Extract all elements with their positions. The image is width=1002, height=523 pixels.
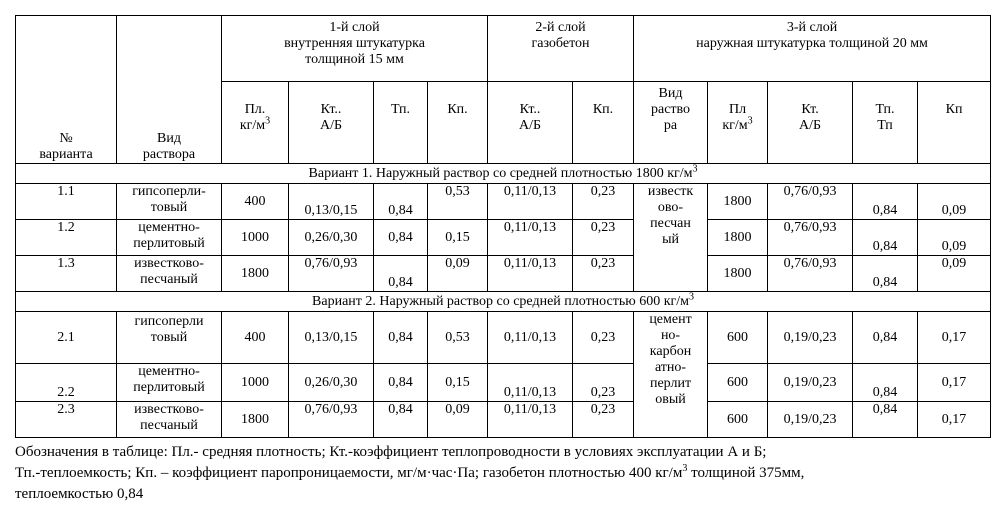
row-permeability-2: 0,23 <box>573 256 634 292</box>
row-mortar-kind-3-v1: известк ово- песчан ый <box>634 184 708 292</box>
row-heat-capacity-1: 0,84 <box>374 220 428 256</box>
header-density-3: Пл $кг/м^3$ <box>708 82 768 164</box>
variant-1-title: Вариант 1. Наружный раствор со средней плотностью 1800 $кг/м^3$ <box>16 164 991 184</box>
row-conductivity-1: 0,26/0,30 <box>289 364 374 402</box>
row-conductivity-1: 0,26/0,30 <box>289 220 374 256</box>
header-permeability-3: Кп <box>918 82 991 164</box>
row-permeability-3: 0,17 <box>918 312 991 364</box>
table-row <box>16 402 991 438</box>
row-heat-capacity-1: 0,84 <box>374 364 428 402</box>
row-conductivity-3: 0,76/0,93 <box>768 256 853 292</box>
row-permeability-3: 0,09 <box>918 220 991 256</box>
row-conductivity-1: 0,76/0,93 <box>289 256 374 292</box>
legend-line-2: Тп.-теплоемкость; Кп. – коэффициент паропроницаемости, мг/м·час·Па; газобетон плотностью 400 $кг/м^3$ толщиной 375мм, <box>15 463 805 481</box>
row-number: 2.1 <box>16 312 117 364</box>
row-heat-capacity-3: 0,84 <box>853 364 918 402</box>
variant-2-title: Вариант 2. Наружный раствор со средней плотностью 600 $кг/м^3$ <box>16 292 991 312</box>
row-heat-capacity-3: 0,84 <box>853 402 918 438</box>
row-permeability-1: 0,15 <box>428 364 488 402</box>
row-density-3: 600 <box>708 364 768 402</box>
row-heat-capacity-3: 0,84 <box>853 312 918 364</box>
header-conductivity-3: Кт. А/Б <box>768 82 853 164</box>
row-density-1: 1000 <box>222 364 289 402</box>
row-conductivity-2: 0,11/0,13 <box>488 184 573 220</box>
row-density-1: 400 <box>222 312 289 364</box>
row-permeability-3: 0,09 <box>918 184 991 220</box>
row-mortar-kind: гипсоперли- товый <box>117 184 222 220</box>
row-conductivity-2: 0,11/0,13 <box>488 220 573 256</box>
header-row-groups <box>16 16 991 82</box>
row-permeability-2: 0,23 <box>573 220 634 256</box>
row-conductivity-1: 0,13/0,15 <box>289 312 374 364</box>
row-permeability-1: 0,09 <box>428 402 488 438</box>
row-mortar-kind-3-v2: цемент но- карбон атно- перлит овый <box>634 312 708 438</box>
row-density-1: 1800 <box>222 256 289 292</box>
row-density-3: 600 <box>708 312 768 364</box>
row-heat-capacity-3: 0,84 <box>853 256 918 292</box>
row-conductivity-2: 0,11/0,13 <box>488 312 573 364</box>
row-conductivity-3: 0,19/0,23 <box>768 312 853 364</box>
row-conductivity-2: 0,11/0,13 <box>488 402 573 438</box>
header-layer-2: 2-й слой газобетон <box>488 16 634 82</box>
row-permeability-2: 0,23 <box>573 364 634 402</box>
header-mortar-kind: Вид раствора <box>117 16 222 164</box>
legend-line-1: Обозначения в таблице: Пл.- средняя плотность; Кт.-коэффициент теплопроводности в условиях эксплуатации А и Б; <box>15 444 767 460</box>
row-permeability-2: 0,23 <box>573 402 634 438</box>
row-heat-capacity-1: 0,84 <box>374 312 428 364</box>
row-mortar-kind: цементно- перлитовый <box>117 364 222 402</box>
row-conductivity-3: 0,76/0,93 <box>768 184 853 220</box>
header-mortar-kind-3: Вид раство ра <box>634 82 708 164</box>
row-density-3: 1800 <box>708 256 768 292</box>
row-density-3: 1800 <box>708 184 768 220</box>
table-row <box>16 312 991 364</box>
row-density-3: 1800 <box>708 220 768 256</box>
table-row <box>16 364 991 402</box>
row-mortar-kind: цементно- перлитовый <box>117 220 222 256</box>
row-mortar-kind: известково- песчаный <box>117 402 222 438</box>
table-row <box>16 220 991 256</box>
row-permeability-3: 0,09 <box>918 256 991 292</box>
header-conductivity-2: Кт.. А/Б <box>488 82 573 164</box>
row-conductivity-3: 0,76/0,93 <box>768 220 853 256</box>
document <box>15 15 990 505</box>
row-permeability-1: 0,15 <box>428 220 488 256</box>
row-density-1: 1800 <box>222 402 289 438</box>
row-mortar-kind: гипсоперли товый <box>117 312 222 364</box>
row-heat-capacity-3: 0,84 <box>853 220 918 256</box>
header-conductivity-1: Кт.. А/Б <box>289 82 374 164</box>
row-permeability-1: 0,53 <box>428 184 488 220</box>
row-heat-capacity-1: 0,84 <box>374 256 428 292</box>
row-conductivity-3: 0,19/0,23 <box>768 364 853 402</box>
table-row <box>16 184 991 220</box>
properties-table <box>15 15 991 438</box>
header-heat-capacity-1: Тп. <box>374 82 428 164</box>
row-conductivity-1: 0,76/0,93 <box>289 402 374 438</box>
legend-line-3: теплоемкостью 0,84 <box>15 486 144 502</box>
row-permeability-2: 0,23 <box>573 312 634 364</box>
variant-2-row <box>16 292 991 312</box>
variant-1-row <box>16 164 991 184</box>
row-permeability-1: 0,09 <box>428 256 488 292</box>
row-number: 1.3 <box>16 256 117 292</box>
header-permeability-1: Кп. <box>428 82 488 164</box>
row-conductivity-2: 0,11/0,13 <box>488 256 573 292</box>
row-conductivity-3: 0,19/0,23 <box>768 402 853 438</box>
row-density-3: 600 <box>708 402 768 438</box>
header-permeability-2: Кп. <box>573 82 634 164</box>
table-row <box>16 256 991 292</box>
row-mortar-kind: известково- песчаный <box>117 256 222 292</box>
header-variant-number: № варианта <box>16 16 117 164</box>
row-heat-capacity-3: 0,84 <box>853 184 918 220</box>
row-number: 2.3 <box>16 402 117 438</box>
header-heat-capacity-3: Тп. Тп <box>853 82 918 164</box>
row-conductivity-2: 0,11/0,13 <box>488 364 573 402</box>
row-permeability-3: 0,17 <box>918 364 991 402</box>
row-density-1: 1000 <box>222 220 289 256</box>
row-number: 1.2 <box>16 220 117 256</box>
header-layer-1: 1-й слой внутренняя штукатурка толщиной 15 мм <box>222 16 488 82</box>
row-number: 1.1 <box>16 184 117 220</box>
header-layer-3: 3-й слой наружная штукатурка толщиной 20 мм <box>634 16 991 82</box>
row-permeability-2: 0,23 <box>573 184 634 220</box>
row-density-1: 400 <box>222 184 289 220</box>
row-number: 2.2 <box>16 364 117 402</box>
legend-notes <box>15 442 990 505</box>
row-conductivity-1: 0,13/0,15 <box>289 184 374 220</box>
row-permeability-3: 0,17 <box>918 402 991 438</box>
row-heat-capacity-1: 0,84 <box>374 402 428 438</box>
header-density-1: Пл. $кг/м^3$ <box>222 82 289 164</box>
row-heat-capacity-1: 0,84 <box>374 184 428 220</box>
row-permeability-1: 0,53 <box>428 312 488 364</box>
